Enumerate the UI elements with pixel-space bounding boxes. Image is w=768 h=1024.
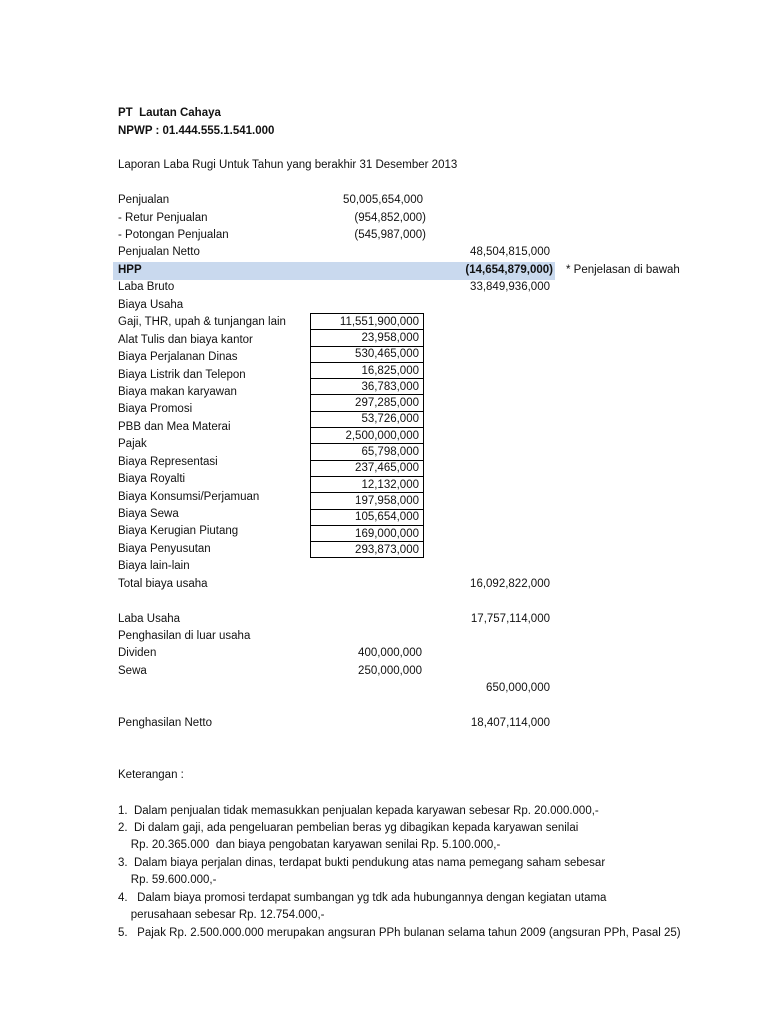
expense-value: 23,958,000 — [311, 330, 424, 346]
expense-value-table — [310, 313, 424, 558]
expense-value: 12,132,000 — [311, 476, 424, 492]
table-row — [311, 411, 424, 427]
expense-value: 297,285,000 — [311, 395, 424, 411]
other-income-heading: Penghasilan di luar usaha — [118, 630, 251, 642]
expense-label: Biaya Royalti — [118, 473, 186, 485]
table-row — [311, 542, 424, 558]
table-row — [311, 428, 424, 444]
returns-label: - Retur Penjualan — [118, 212, 208, 224]
table-row — [311, 493, 424, 509]
note-line: 2. Di dalam gaji, ada pengeluaran pembelian beras yg dibagikan kepada karyawan senilai — [118, 822, 579, 834]
table-row — [311, 509, 424, 525]
table-row — [311, 314, 424, 330]
expense-value: 65,798,000 — [311, 444, 424, 460]
company-name: PT Lautan Cahaya — [118, 107, 221, 119]
table-row — [311, 525, 424, 541]
table-row — [311, 476, 424, 492]
expense-value: 105,654,000 — [311, 509, 424, 525]
sales-label: Penjualan — [118, 194, 170, 206]
expense-value: 169,000,000 — [311, 525, 424, 541]
net-sales-label: Penjualan Netto — [118, 246, 200, 258]
table-row — [311, 395, 424, 411]
expense-value: 197,958,000 — [311, 493, 424, 509]
expense-value: 16,825,000 — [311, 362, 424, 378]
net-income-value: 18,407,114,000 — [470, 717, 550, 729]
expense-label: Pajak — [118, 438, 147, 450]
note-line: 4. Dalam biaya promosi terdapat sumbangan yg tdk ada hubungannya dengan kegiatan utama — [118, 892, 607, 904]
net-sales-value: 48,504,815,000 — [470, 246, 550, 258]
net-income-label: Penghasilan Netto — [118, 717, 212, 729]
returns-value: (954,852,000) — [354, 212, 426, 224]
report-title: Laporan Laba Rugi Untuk Tahun yang berakhir 31 Desember 2013 — [118, 159, 458, 171]
expense-value: 530,465,000 — [311, 346, 424, 362]
expense-label: Biaya Representasi — [118, 456, 218, 468]
expense-value: 2,500,000,000 — [311, 428, 424, 444]
dividend-label: Dividen — [118, 647, 157, 659]
other-income-total: 650,000,000 — [486, 682, 550, 694]
expense-value: 11,551,900,000 — [311, 314, 424, 330]
gross-profit-value: 33,849,936,000 — [470, 281, 550, 293]
note-line: 3. Dalam biaya perjalan dinas, terdapat bukti pendukung atas nama pemegang saham sebesar — [118, 857, 606, 869]
note-line: Rp. 59.600.000,- — [118, 874, 217, 886]
opex-heading: Biaya Usaha — [118, 299, 184, 311]
table-row — [311, 460, 424, 476]
discount-label: - Potongan Penjualan — [118, 229, 229, 241]
expense-label: Biaya Sewa — [118, 508, 179, 520]
table-row — [311, 444, 424, 460]
expense-value: 237,465,000 — [311, 460, 424, 476]
table-row — [311, 330, 424, 346]
note-line: Rp. 20.365.000 dan biaya pengobatan karyawan senilai Rp. 5.100.000,- — [118, 839, 501, 851]
notes-heading: Keterangan : — [118, 769, 184, 781]
note-line: perusahaan sebesar Rp. 12.754.000,- — [118, 909, 325, 921]
hpp-note: * Penjelasan di bawah — [566, 264, 680, 276]
total-opex-value: 16,092,822,000 — [470, 578, 550, 590]
expense-value: 36,783,000 — [311, 379, 424, 395]
table-row — [311, 346, 424, 362]
expense-label: Biaya makan karyawan — [118, 386, 237, 398]
discount-value: (545,987,000) — [354, 229, 426, 241]
expense-label: Gaji, THR, upah & tunjangan lain — [118, 316, 286, 328]
hpp-label: HPP — [118, 264, 142, 276]
dividend-value: 400,000,000 — [358, 647, 422, 659]
hpp-value: (14,654,879,000) — [465, 264, 553, 276]
sales-value: 50,005,654,000 — [343, 194, 423, 206]
expense-value: 293,873,000 — [311, 542, 424, 558]
expense-label: Biaya Perjalanan Dinas — [118, 351, 238, 363]
expense-label: PBB dan Mea Materai — [118, 421, 231, 433]
note-line: 1. Dalam penjualan tidak memasukkan penjualan kepada karyawan sebesar Rp. 20.000.000,- — [118, 805, 599, 817]
expense-value: 53,726,000 — [311, 411, 424, 427]
npwp-number: NPWP : 01.444.555.1.541.000 — [118, 125, 275, 137]
table-row — [311, 379, 424, 395]
expense-label: Alat Tulis dan biaya kantor — [118, 334, 253, 346]
note-line: 5. Pajak Rp. 2.500.000.000 merupakan angsuran PPh bulanan selama tahun 2009 (angsuran PPh, Pasal 25) — [118, 927, 681, 939]
table-row — [311, 362, 424, 378]
expense-label: Biaya lain-lain — [118, 560, 190, 572]
expense-label: Biaya Promosi — [118, 403, 193, 415]
expense-label: Biaya Penyusutan — [118, 543, 211, 555]
expense-label: Biaya Konsumsi/Perjamuan — [118, 491, 260, 503]
expense-label: Biaya Kerugian Piutang — [118, 525, 239, 537]
rent-label: Sewa — [118, 665, 147, 677]
gross-profit-label: Laba Bruto — [118, 281, 175, 293]
operating-profit-label: Laba Usaha — [118, 613, 181, 625]
total-opex-label: Total biaya usaha — [118, 578, 208, 590]
expense-label: Biaya Listrik dan Telepon — [118, 369, 246, 381]
rent-value: 250,000,000 — [358, 665, 422, 677]
operating-profit-value: 17,757,114,000 — [470, 613, 550, 625]
